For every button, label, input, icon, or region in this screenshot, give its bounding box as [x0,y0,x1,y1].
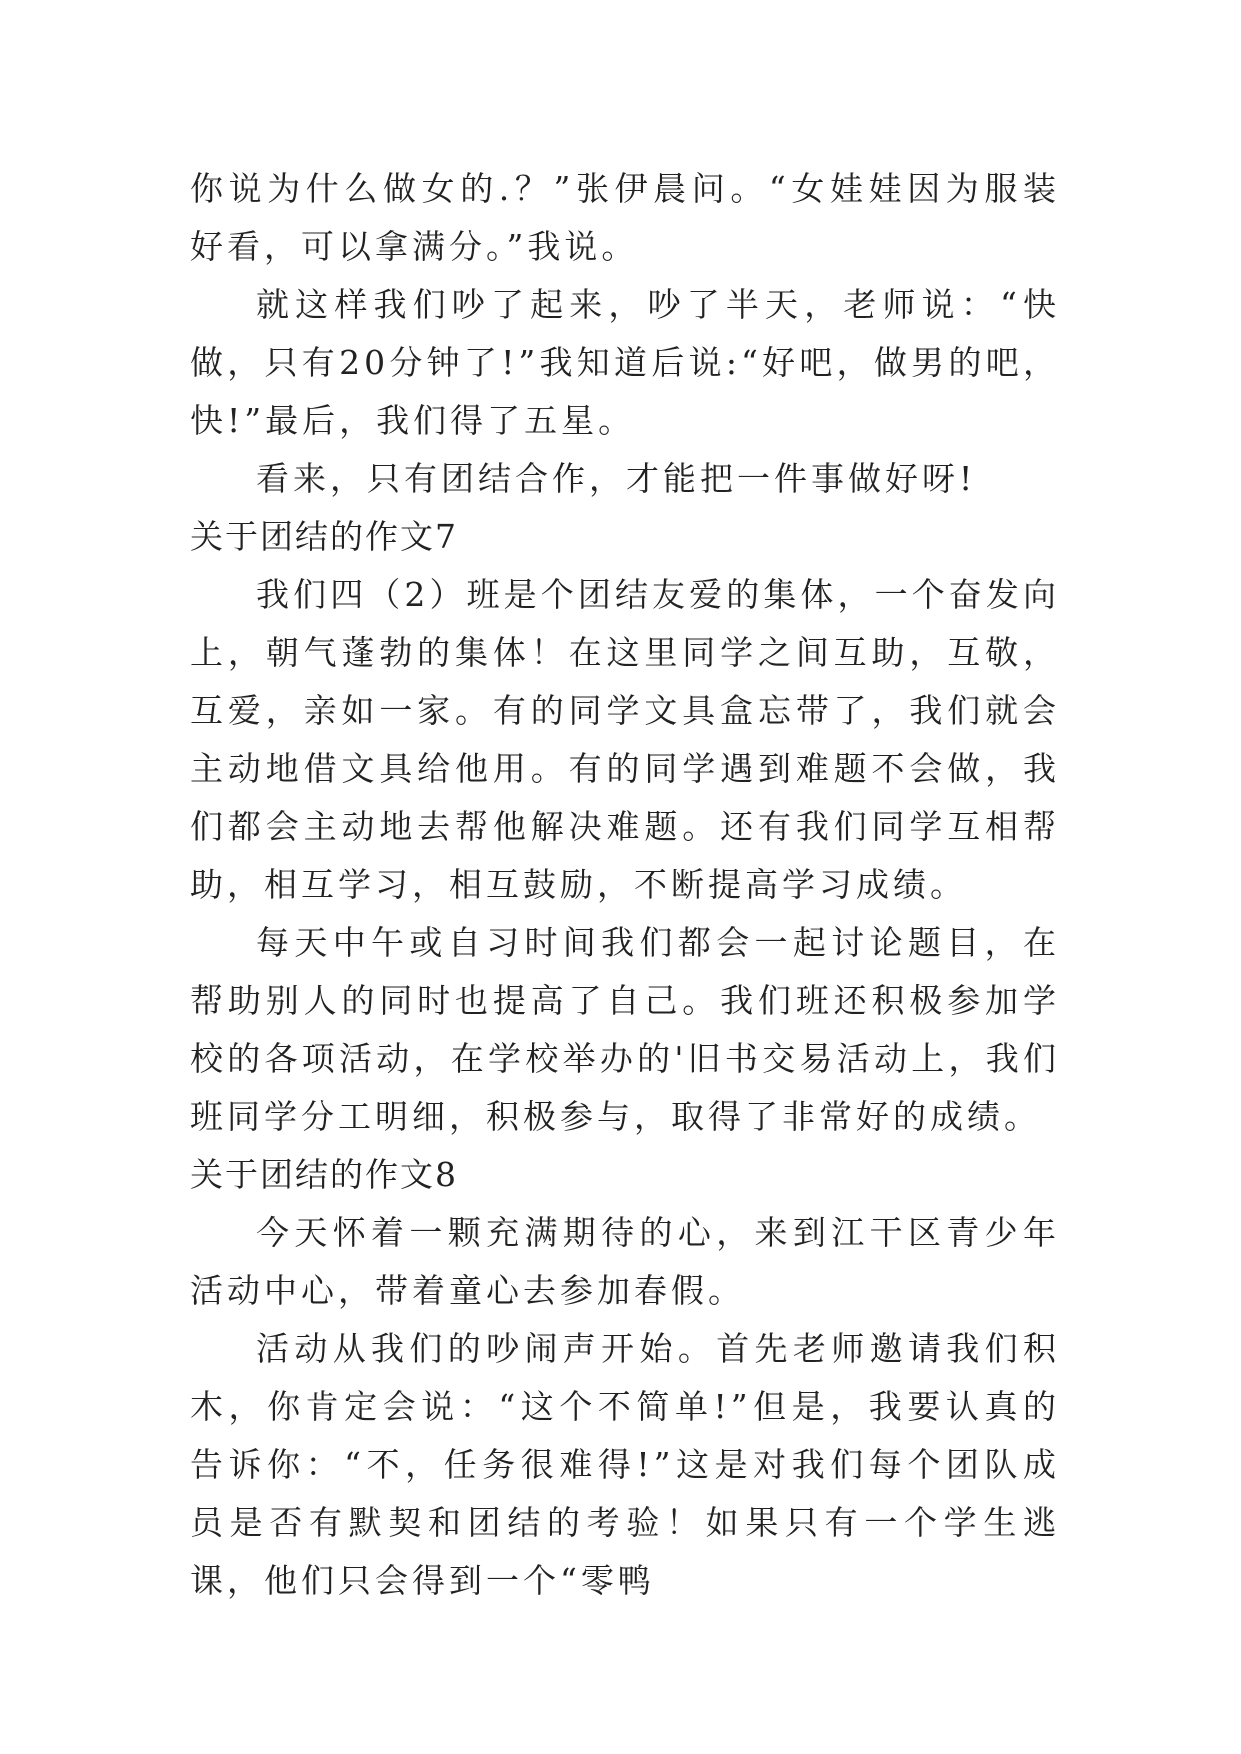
paragraph: 你说为什么做女的.？”张伊晨问。“女娃娃因为服装好看，可以拿满分。”我说。 [190,169,1060,266]
section-heading: 关于团结的作文8 [190,1155,458,1194]
section-heading: 关于团结的作文7 [190,517,458,556]
paragraph: 每天中午或自习时间我们都会一起讨论题目，在帮助别人的同时也提高了自己。我们班还积极参加学校的各项活动，在学校举办的'旧书交易活动上，我们班同学分工明细，积极参与，取得了非常好的成绩。 [190,923,1060,1136]
document-body [190,160,1060,1610]
paragraph: 活动从我们的吵闹声开始。首先老师邀请我们积木，你肯定会说：“这个不简单!”但是，我要认真的告诉你：“不，任务很难得!”这是对我们每个团队成员是否有默契和团结的考验！如果只有一个学生逃课，他们只会得到一个“零鸭 [190,1329,1060,1600]
paragraph: 看来，只有团结合作，才能把一件事做好呀! [256,459,977,498]
paragraph: 我们四（2）班是个团结友爱的集体，一个奋发向上，朝气蓬勃的集体！在这里同学之间互助，互敬，互爱，亲如一家。有的同学文具盒忘带了，我们就会主动地借文具给他用。有的同学遇到难题不会做，我们都会主动地去帮他解决难题。还有我们同学互相帮助，相互学习，相互鼓励，不断提高学习成绩。 [190,575,1060,904]
paragraph: 今天怀着一颗充满期待的心，来到江干区青少年活动中心，带着童心去参加春假。 [190,1213,1060,1310]
paragraph: 就这样我们吵了起来，吵了半天，老师说：“快做，只有20分钟了!”我知道后说:“好吧，做男的吧，快!”最后，我们得了五星。 [190,285,1060,440]
